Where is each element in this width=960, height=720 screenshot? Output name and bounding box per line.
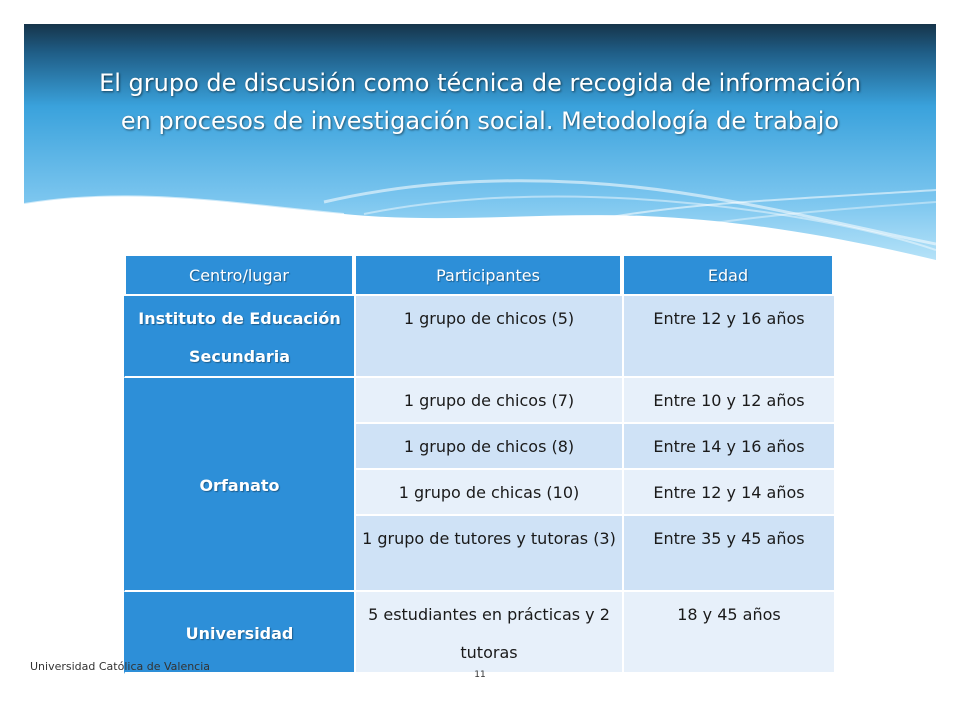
footer-institution: Universidad Católica de Valencia (30, 660, 211, 673)
slide-title-line-1: El grupo de discusión como técnica de recogida de información (99, 69, 861, 97)
participants-cell: 1 grupo de chicas (10) (354, 470, 622, 516)
header-banner (24, 24, 936, 264)
place-cell-orfanato: Orfanato (124, 378, 354, 592)
table-row (124, 296, 834, 378)
slide-title (24, 64, 936, 140)
place-cell-instituto: Instituto de Educación Secundaria (124, 296, 354, 378)
age-cell: Entre 14 y 16 años (622, 424, 834, 470)
table-row (124, 592, 834, 674)
participants-cell: 5 estudiantes en prácticas y 2 tutoras (354, 592, 622, 674)
participants-table (124, 254, 834, 674)
header-centro-lugar: Centro/lugar (124, 254, 354, 296)
age-cell: Entre 10 y 12 años (622, 378, 834, 424)
participants-cell: 1 grupo de chicos (8) (354, 424, 622, 470)
header-edad: Edad (622, 254, 834, 296)
table-header-row (124, 254, 834, 296)
place-cell-universidad: Universidad (124, 592, 354, 674)
age-cell: 18 y 45 años (622, 592, 834, 674)
header-participantes: Participantes (354, 254, 622, 296)
age-cell: Entre 35 y 45 años (622, 516, 834, 592)
table-row (124, 378, 834, 424)
participants-cell: 1 grupo de chicos (5) (354, 296, 622, 378)
participants-cell: 1 grupo de tutores y tutoras (3) (354, 516, 622, 592)
page-number: 11 (474, 670, 486, 680)
participants-cell: 1 grupo de chicos (7) (354, 378, 622, 424)
age-cell: Entre 12 y 14 años (622, 470, 834, 516)
age-cell: Entre 12 y 16 años (622, 296, 834, 378)
slide-title-line-2: en procesos de investigación social. Metodología de trabajo (120, 107, 840, 135)
